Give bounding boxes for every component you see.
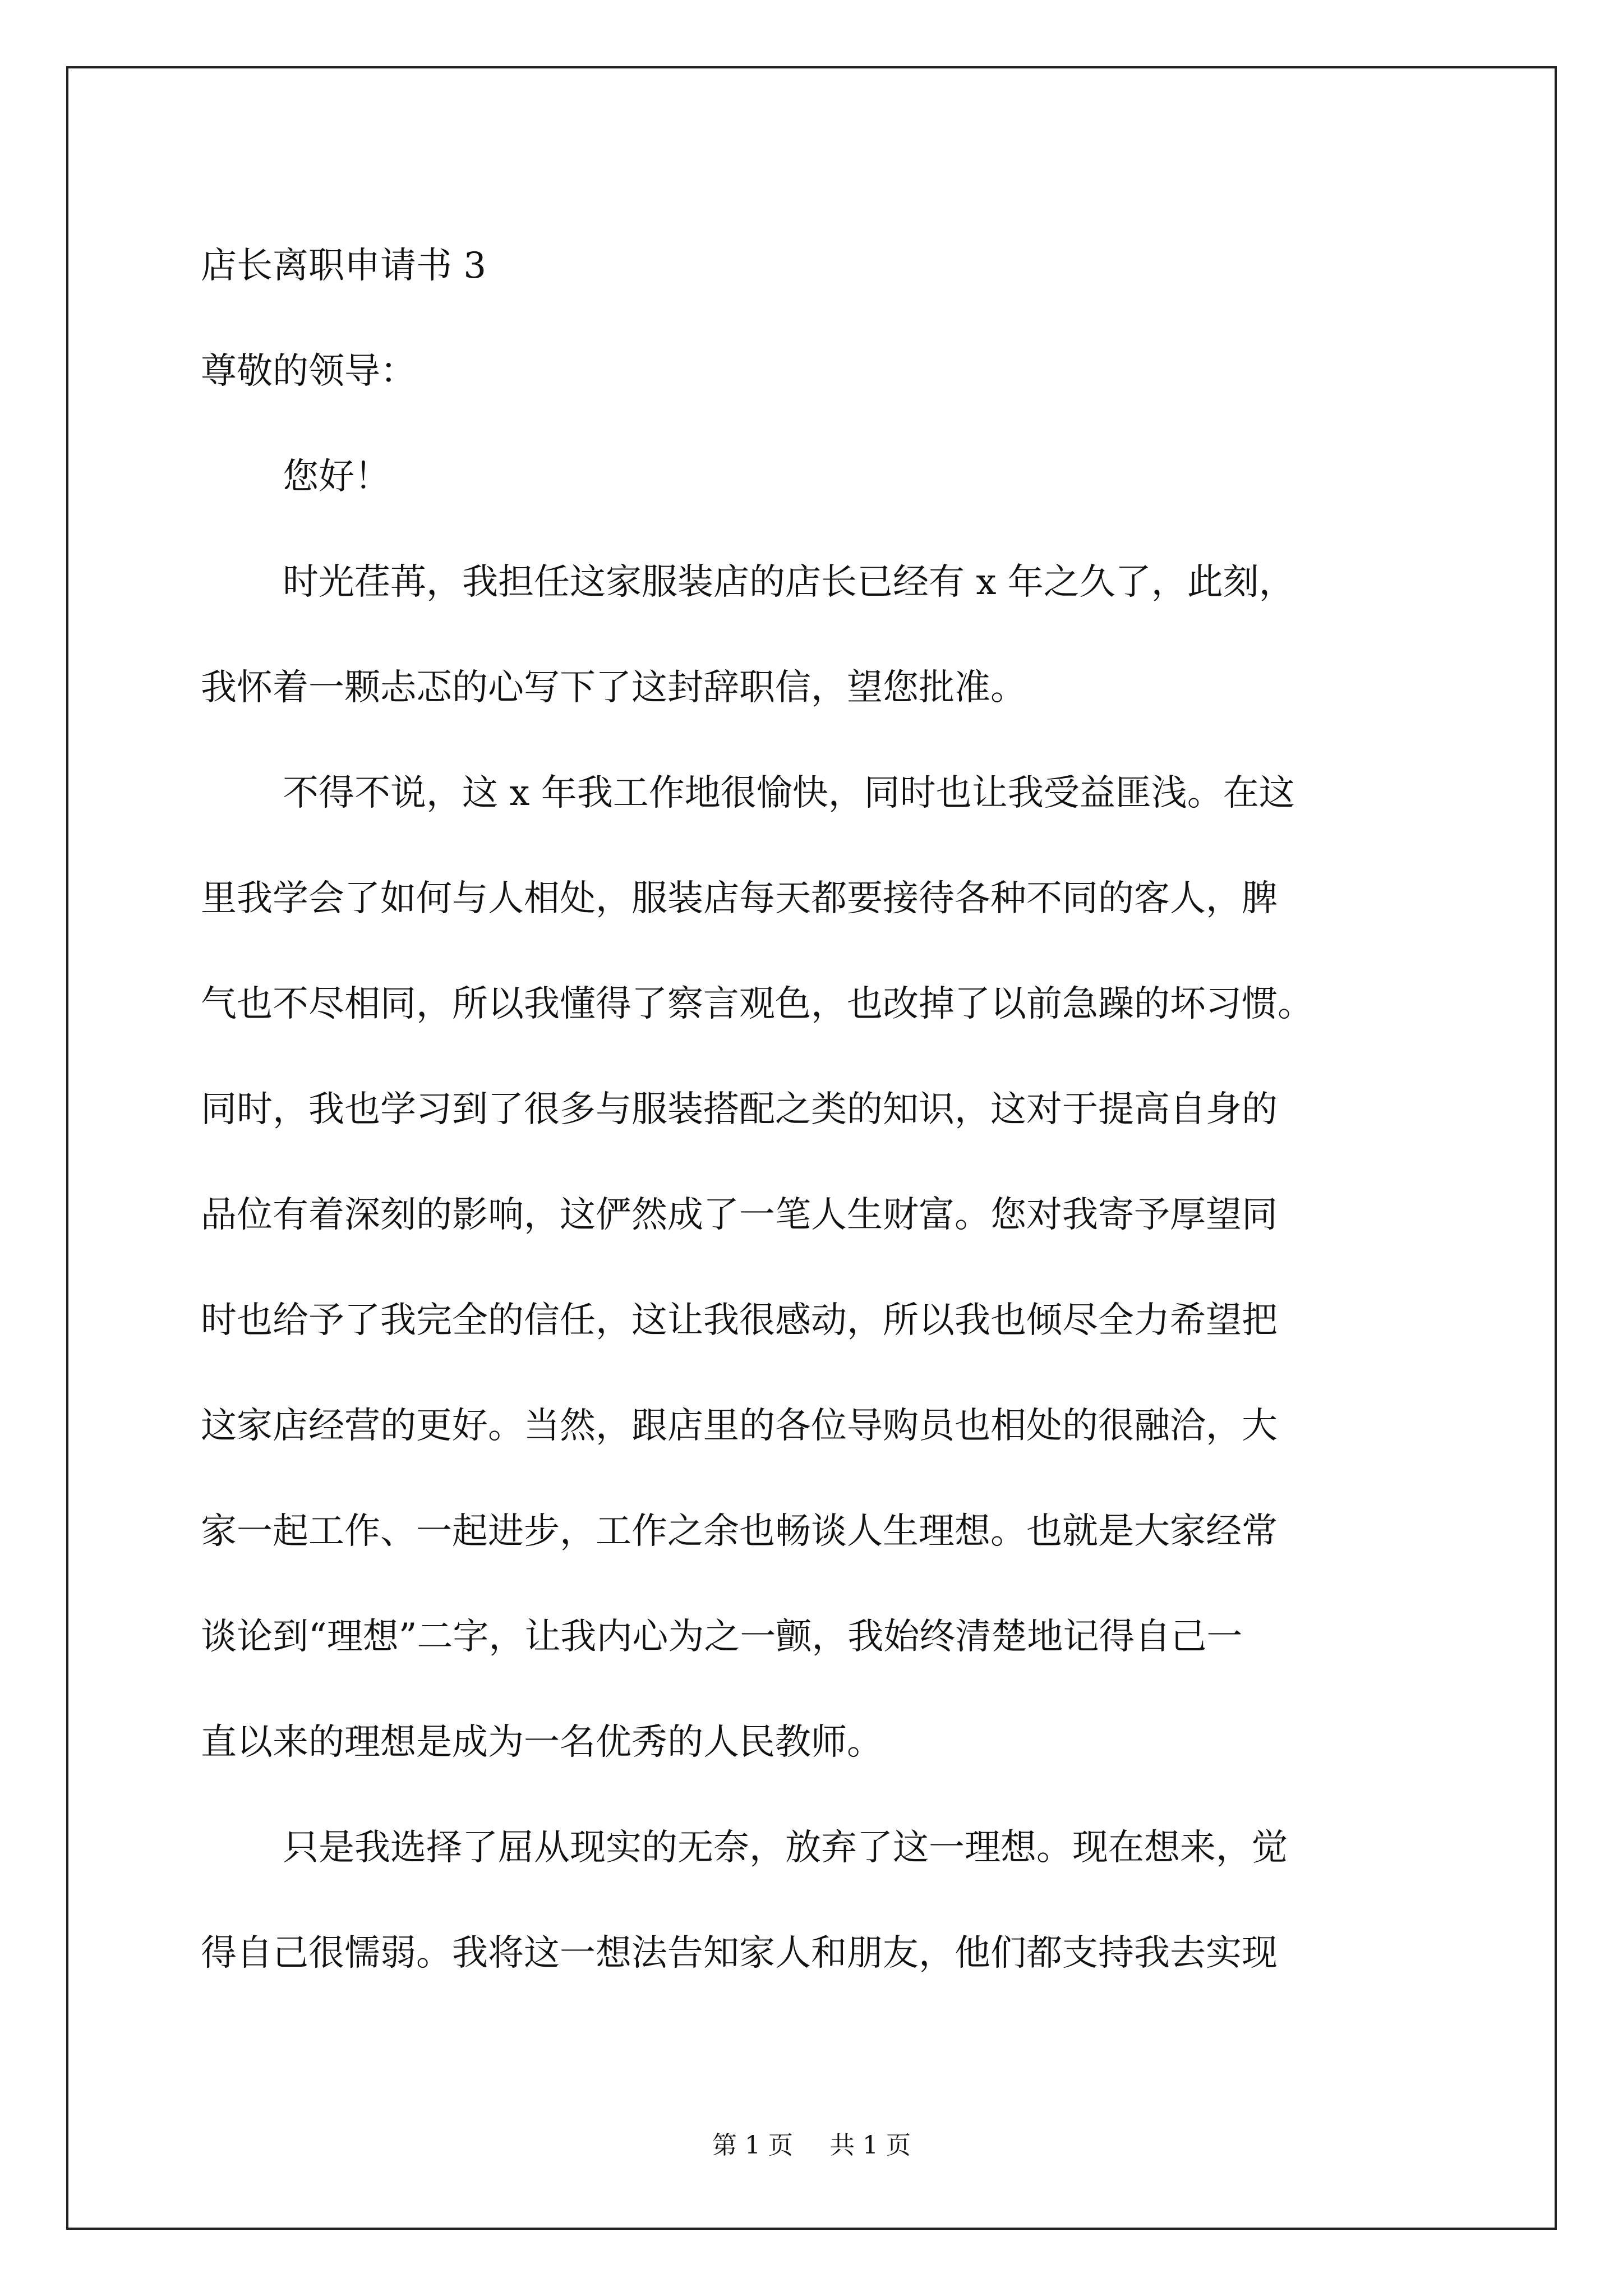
page-number: 第 1 页 xyxy=(712,2131,793,2160)
body-line: 得自己很懦弱。我将这一想法告知家人和朋友，他们都支持我去实现 xyxy=(201,1932,1278,1974)
body-line: 气也不尽相同，所以我懂得了察言观色，也改掉了以前急躁的坏习惯。 xyxy=(201,983,1313,1025)
salutation: 尊敬的领导： xyxy=(201,351,416,392)
body-line: 我怀着一颗忐忑的心写下了这封辞职信，望您批准。 xyxy=(201,667,1026,708)
body-line: 不得不说，这 x 年我工作地很愉快，同时也让我受益匪浅。在这 xyxy=(283,772,1295,814)
body-line: 品位有着深刻的影响，这俨然成了一笔人生财富。您对我寄予厚望同 xyxy=(201,1194,1278,1236)
body-line: 同时，我也学习到了很多与服装搭配之类的知识，这对于提高自身的 xyxy=(201,1089,1278,1130)
page-count: 共 1 页 xyxy=(830,2131,911,2160)
body-line: 只是我选择了屈从现实的无奈，放弃了这一理想。现在想来，觉 xyxy=(283,1827,1288,1869)
body-line: 家一起工作、一起进步，工作之余也畅谈人生理想。也就是大家经常 xyxy=(201,1511,1278,1552)
body-line: 您好！ xyxy=(283,456,390,498)
page-footer xyxy=(0,2129,1623,2162)
document-body xyxy=(201,213,1466,2006)
body-lines xyxy=(201,424,1466,2006)
body-line: 时也给予了我完全的信任，这让我很感动，所以我也倾尽全力希望把 xyxy=(201,1300,1278,1341)
body-line: 里我学会了如何与人相处，服装店每天都要接待各种不同的客人，脾 xyxy=(201,878,1278,919)
body-line: 直以来的理想是成为一名优秀的人民教师。 xyxy=(201,1722,883,1763)
body-line: 这家店经营的更好。当然，跟店里的各位导购员也相处的很融洽，大 xyxy=(201,1405,1278,1447)
document-title: 店长离职申请书 3 xyxy=(201,245,487,287)
body-line: 谈论到“理想”二字，让我内心为之一颤，我始终清楚地记得自己一 xyxy=(201,1616,1243,1658)
body-line: 时光荏苒，我担任这家服装店的店长已经有 x 年之久了，此刻， xyxy=(283,562,1295,603)
